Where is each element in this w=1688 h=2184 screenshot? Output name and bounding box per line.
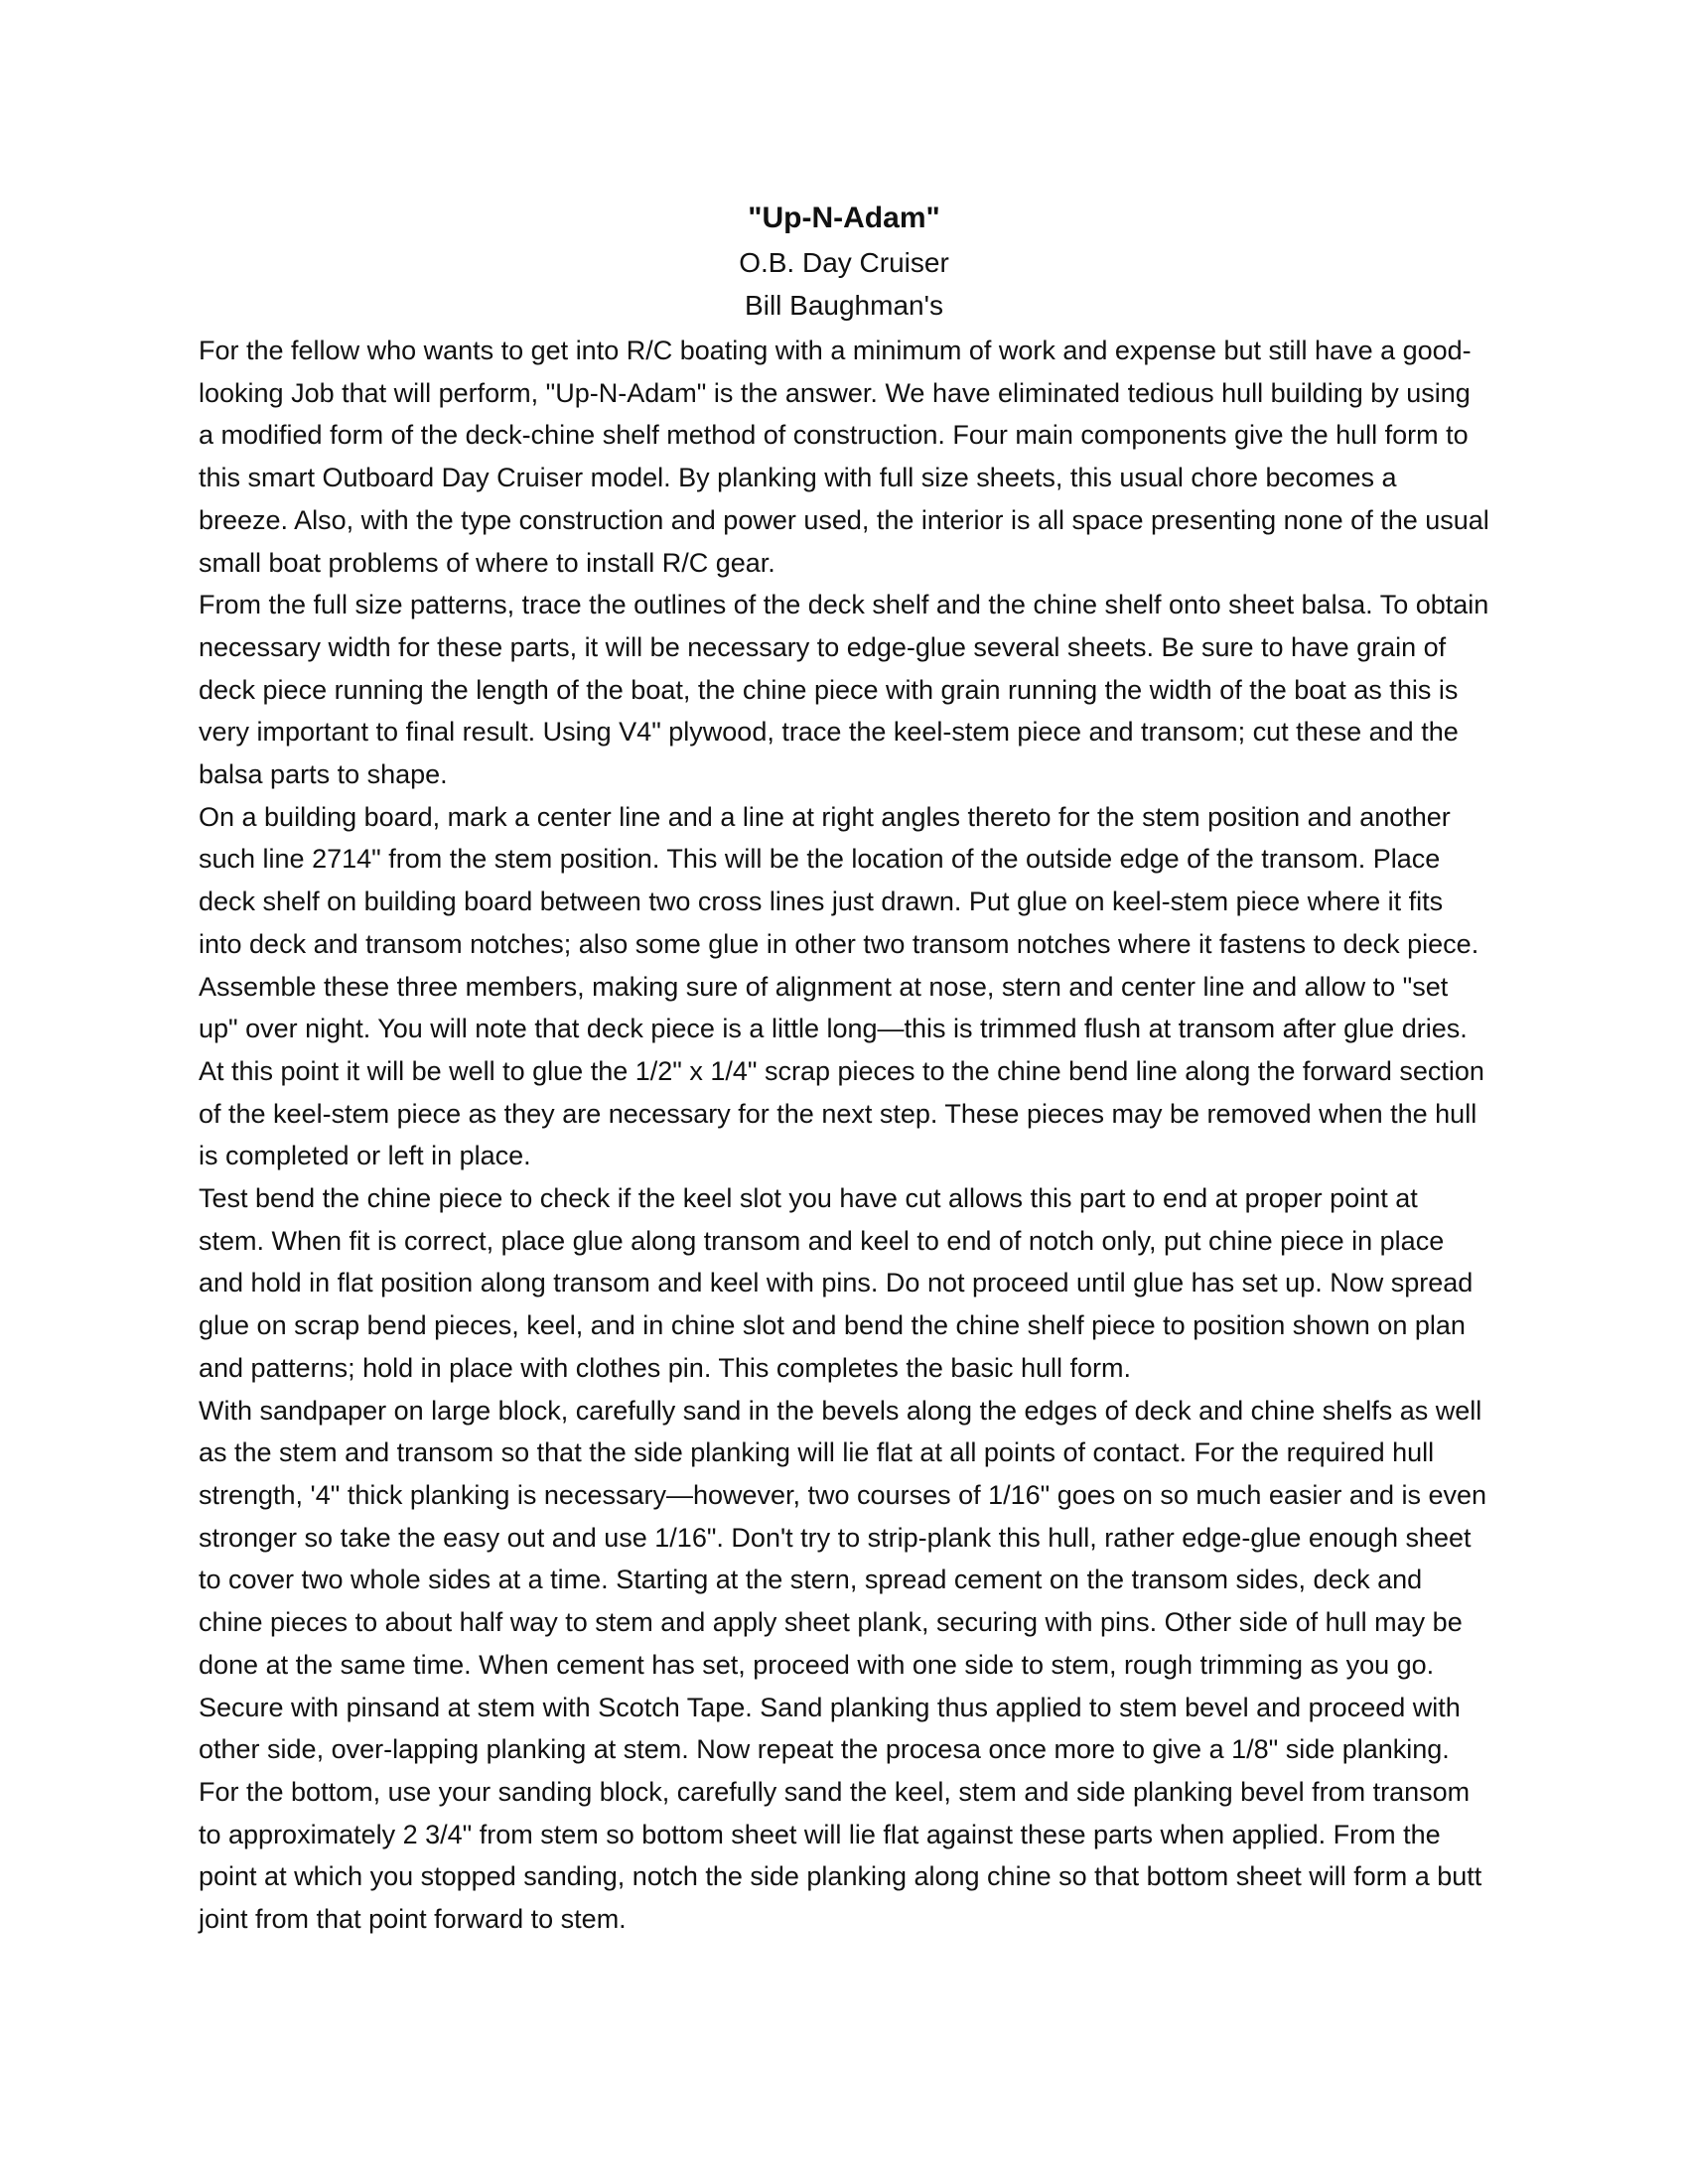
document-subtitle: O.B. Day Cruiser [739,247,949,278]
paragraph: On a building board, mark a center line and a line at right angles thereto for the stem position and another such line 2714" from the stem position. This will be the location of the outside edge of the transom. Place deck shelf on building board between two cross lines just drawn. Put glue on keel-stem piece where it fits into deck and transom notches; also some glue in other two transom notches where it fastens to deck piece. Assemble these three members, making sure of alignment at nose, stern and center line and allow to "set up" over night. You will note that deck piece is a little long—this is trimmed flush at transom after glue dries. At this point it will be well to glue the 1/2" x 1/4" scrap pieces to the chine bend line along the forward section of the keel-stem piece as they are necessary for the next step. These pieces may be removed when the hull is completed or left in place. [199,801,1484,1171]
document-title: "Up-N-Adam" [748,202,940,234]
paragraph: For the fellow who wants to get into R/C boating with a minimum of work and expense but still have a good-looking Job that will perform, "Up-N-Adam" is the answer. We have eliminated tedious hull building by using a modified form of the deck-chine shelf method of construction. Four main components give the hull form to this smart Outboard Day Cruiser model. By planking with full size sheets, this usual chore becomes a breeze. Also, with the type construction and power used, the interior is all space presenting none of the usual small boat problems of where to install R/C gear. [199,336,1489,578]
paragraph: For the bottom, use your sanding block, carefully sand the keel, stem and side planking bevel from transom to approximately 2 3/4" from stem so bottom sheet will lie flat against these parts when applied. From the point at which you stopped sanding, notch the side planking along chine so that bottom sheet will form a butt joint from that point forward to stem. [199,1776,1482,1935]
paragraph: Test bend the chine piece to check if the keel slot you have cut allows this part to end at proper point at stem. When fit is correct, place glue along transom and keel to end of notch only, put chine piece in place and hold in flat position along transom and keel with pins. Do not proceed until glue has set up. Now spread glue on scrap bend pieces, keel, and in chine slot and bend the chine shelf piece to position shown on plan and patterns; hold in place with clothes pin. This completes the basic hull form. [199,1183,1474,1383]
paragraph: With sandpaper on large block, carefully sand in the bevels along the edges of deck and chine shelfs as well as the stem and transom so that the side planking will lie flat at all points of contact. For the required hull strength, '4" thick planking is necessary—however, two courses of 1/16" goes on so much easier and is even stronger so take the easy out and use 1/16". Don't try to strip-plank this hull, rather edge-glue enough sheet to cover two whole sides at a time. Starting at the stern, spread cement on the transom sides, deck and chine pieces to about half way to stem and apply sheet plank, securing with pins. Other side of hull may be done at the same time. When cement has set, proceed with one side to stem, rough trimming as you go. Secure with pinsand at stem with Scotch Tape. Sand planking thus applied to stem bevel and proceed with other side, over-lapping planking at stem. Now repeat the procesa once more to give a 1/8" side planking. [199,1395,1487,1765]
document-author: Bill Baughman's [745,290,943,321]
document-body [199,330,1489,1941]
paragraph: From the full size patterns, trace the outlines of the deck shelf and the chine shelf onto sheet balsa. To obtain necessary width for these parts, it will be necessary to edge-glue several sheets. Be sure to have grain of deck piece running the length of the boat, the chine piece with grain running the width of the boat as this is very important to final result. Using V4" plywood, trace the keel-stem piece and transom; cut these and the balsa parts to shape. [199,590,1489,790]
